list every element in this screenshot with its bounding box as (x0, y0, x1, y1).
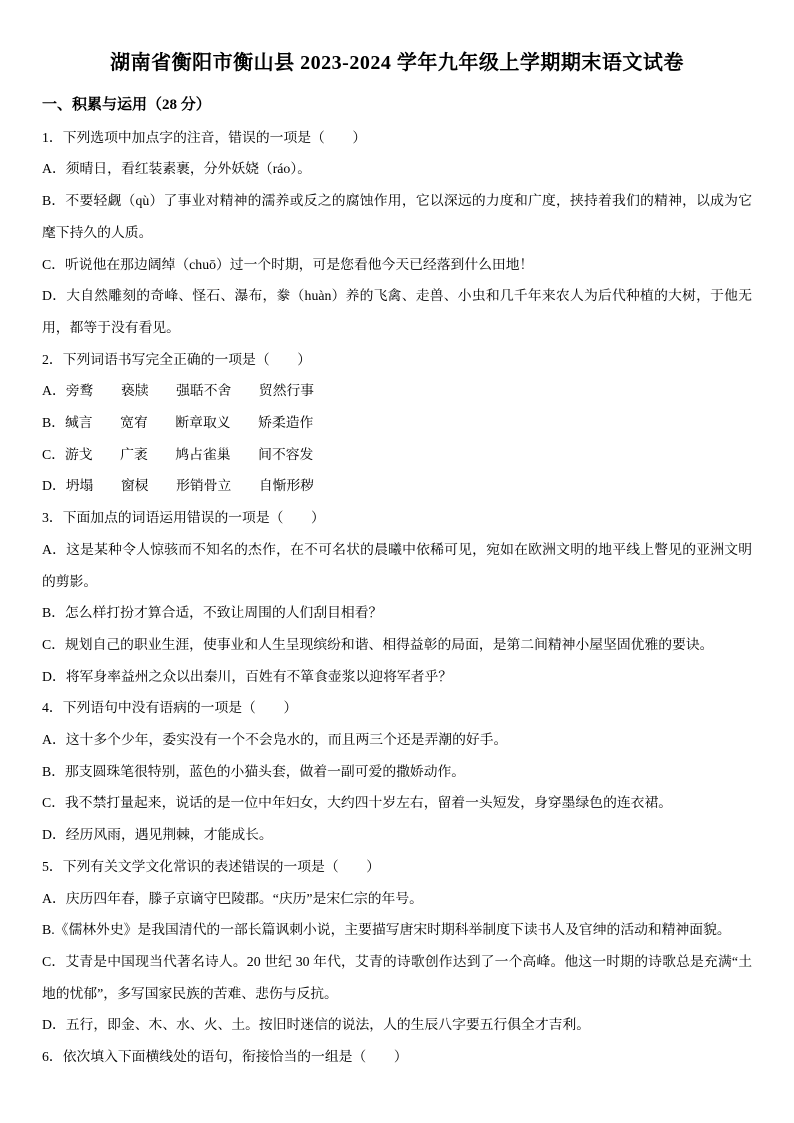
question-1-stem: 1．下列选项中加点字的注音，错误的一项是（ ） (42, 129, 367, 145)
question-6-stem: 6．依次填入下面横线处的语句，衔接恰当的一组是（ ） (42, 1049, 408, 1065)
question-2-option-d: D．坍塌 窗棂 形销骨立 自惭形秽 (42, 478, 315, 494)
page-title: 湖南省衡阳市衡山县 2023-2024 学年九年级上学期期末语文试卷 (110, 52, 684, 74)
exam-body (0, 90, 794, 1073)
question-3-option-a: A．这是某种令人惊骇而不知名的杰作，在不可名状的晨曦中依稀可见，宛如在欧洲文明的地平线上瞥见的亚洲文明的剪影。 (42, 541, 752, 589)
question-2-option-c: C．游戈 广袤 鸠占雀巢 间不容发 (42, 446, 314, 462)
question-5-option-b: B.《儒林外史》是我国清代的一部长篇讽刺小说，主要描写唐宋时期科举制度下读书人及官绅的活动和精神面貌。 (42, 922, 731, 938)
question-3-option-b: B．怎么样打扮才算合适，不致让周围的人们刮目相看？ (42, 605, 383, 621)
question-5-option-a: A．庆历四年春，滕子京谪守巴陵郡。“庆历”是宋仁宗的年号。 (42, 890, 423, 906)
question-3-option-d: D．将军身率益州之众以出秦川，百姓有不箪食壶浆以迎将军者乎？ (42, 668, 453, 684)
question-5-option-c: C．艾青是中国现当代著名诗人。20 世纪 30 年代，艾青的诗歌创作达到了一个高峰。他这一时期的诗歌总是充满“土地的忧郁”，多写国家民族的苦难、悲伤与反抗。 (42, 953, 752, 1001)
question-2-stem: 2．下列词语书写完全正确的一项是（ ） (42, 351, 312, 367)
question-1-option-b: B．不要轻觑（qù）了事业对精神的濡养或反之的腐蚀作用，它以深远的力度和广度，挟持着我们的精神，以成为它麾下持久的人质。 (42, 193, 752, 240)
question-1-option-c: C．听说他在那边阔绰（chuō）过一个时期，可是您看他今天已经落到什么田地！ (42, 256, 534, 272)
question-2-option-a: A．旁鹜 亵牍 强聒不舍 贸然行事 (42, 383, 315, 399)
section-heading: 一、积累与运用（28 分） (42, 97, 211, 113)
question-5-option-d: D．五行，即金、木、水、火、土。按旧时迷信的说法，人的生辰八字要五行俱全才吉利。 (42, 1017, 591, 1033)
question-4-option-c: C．我不禁打量起来，说话的是一位中年妇女，大约四十岁左右，留着一头短发，身穿墨绿色的连衣裙。 (42, 795, 673, 811)
question-4-option-b: B．那支圆珠笔很特别，蓝色的小猫头套，做着一副可爱的撒娇动作。 (42, 763, 466, 779)
question-4-option-d: D．经历风雨，遇见荆棘，才能成长。 (42, 827, 273, 843)
question-4-option-a: A．这十多个少年，委实没有一个不会凫水的，而且两三个还是弄潮的好手。 (42, 732, 508, 748)
question-2-option-b: B．缄言 宽宥 断章取义 矫柔造作 (42, 415, 314, 431)
question-1-option-d: D．大自然雕刻的奇峰、怪石、瀑布，豢（huàn）养的飞禽、走兽、小虫和几千年来农人为后代种植的大树，于他无用，都等于没有看见。 (42, 288, 752, 335)
question-4-stem: 4．下列语句中没有语病的一项是（ ） (42, 700, 298, 716)
question-5-stem: 5．下列有关文学文化常识的表述错误的一项是（ ） (42, 858, 381, 874)
question-3-option-c: C．规划自己的职业生涯，使事业和人生呈现缤纷和谐、相得益彰的局面，是第二间精神小屋坚固优雅的要诀。 (42, 636, 714, 652)
question-1-option-a: A．须晴日，看红装素裹，分外妖娆（ráo）。 (42, 161, 312, 177)
question-3-stem: 3．下面加点的词语运用错误的一项是（ ） (42, 510, 325, 526)
